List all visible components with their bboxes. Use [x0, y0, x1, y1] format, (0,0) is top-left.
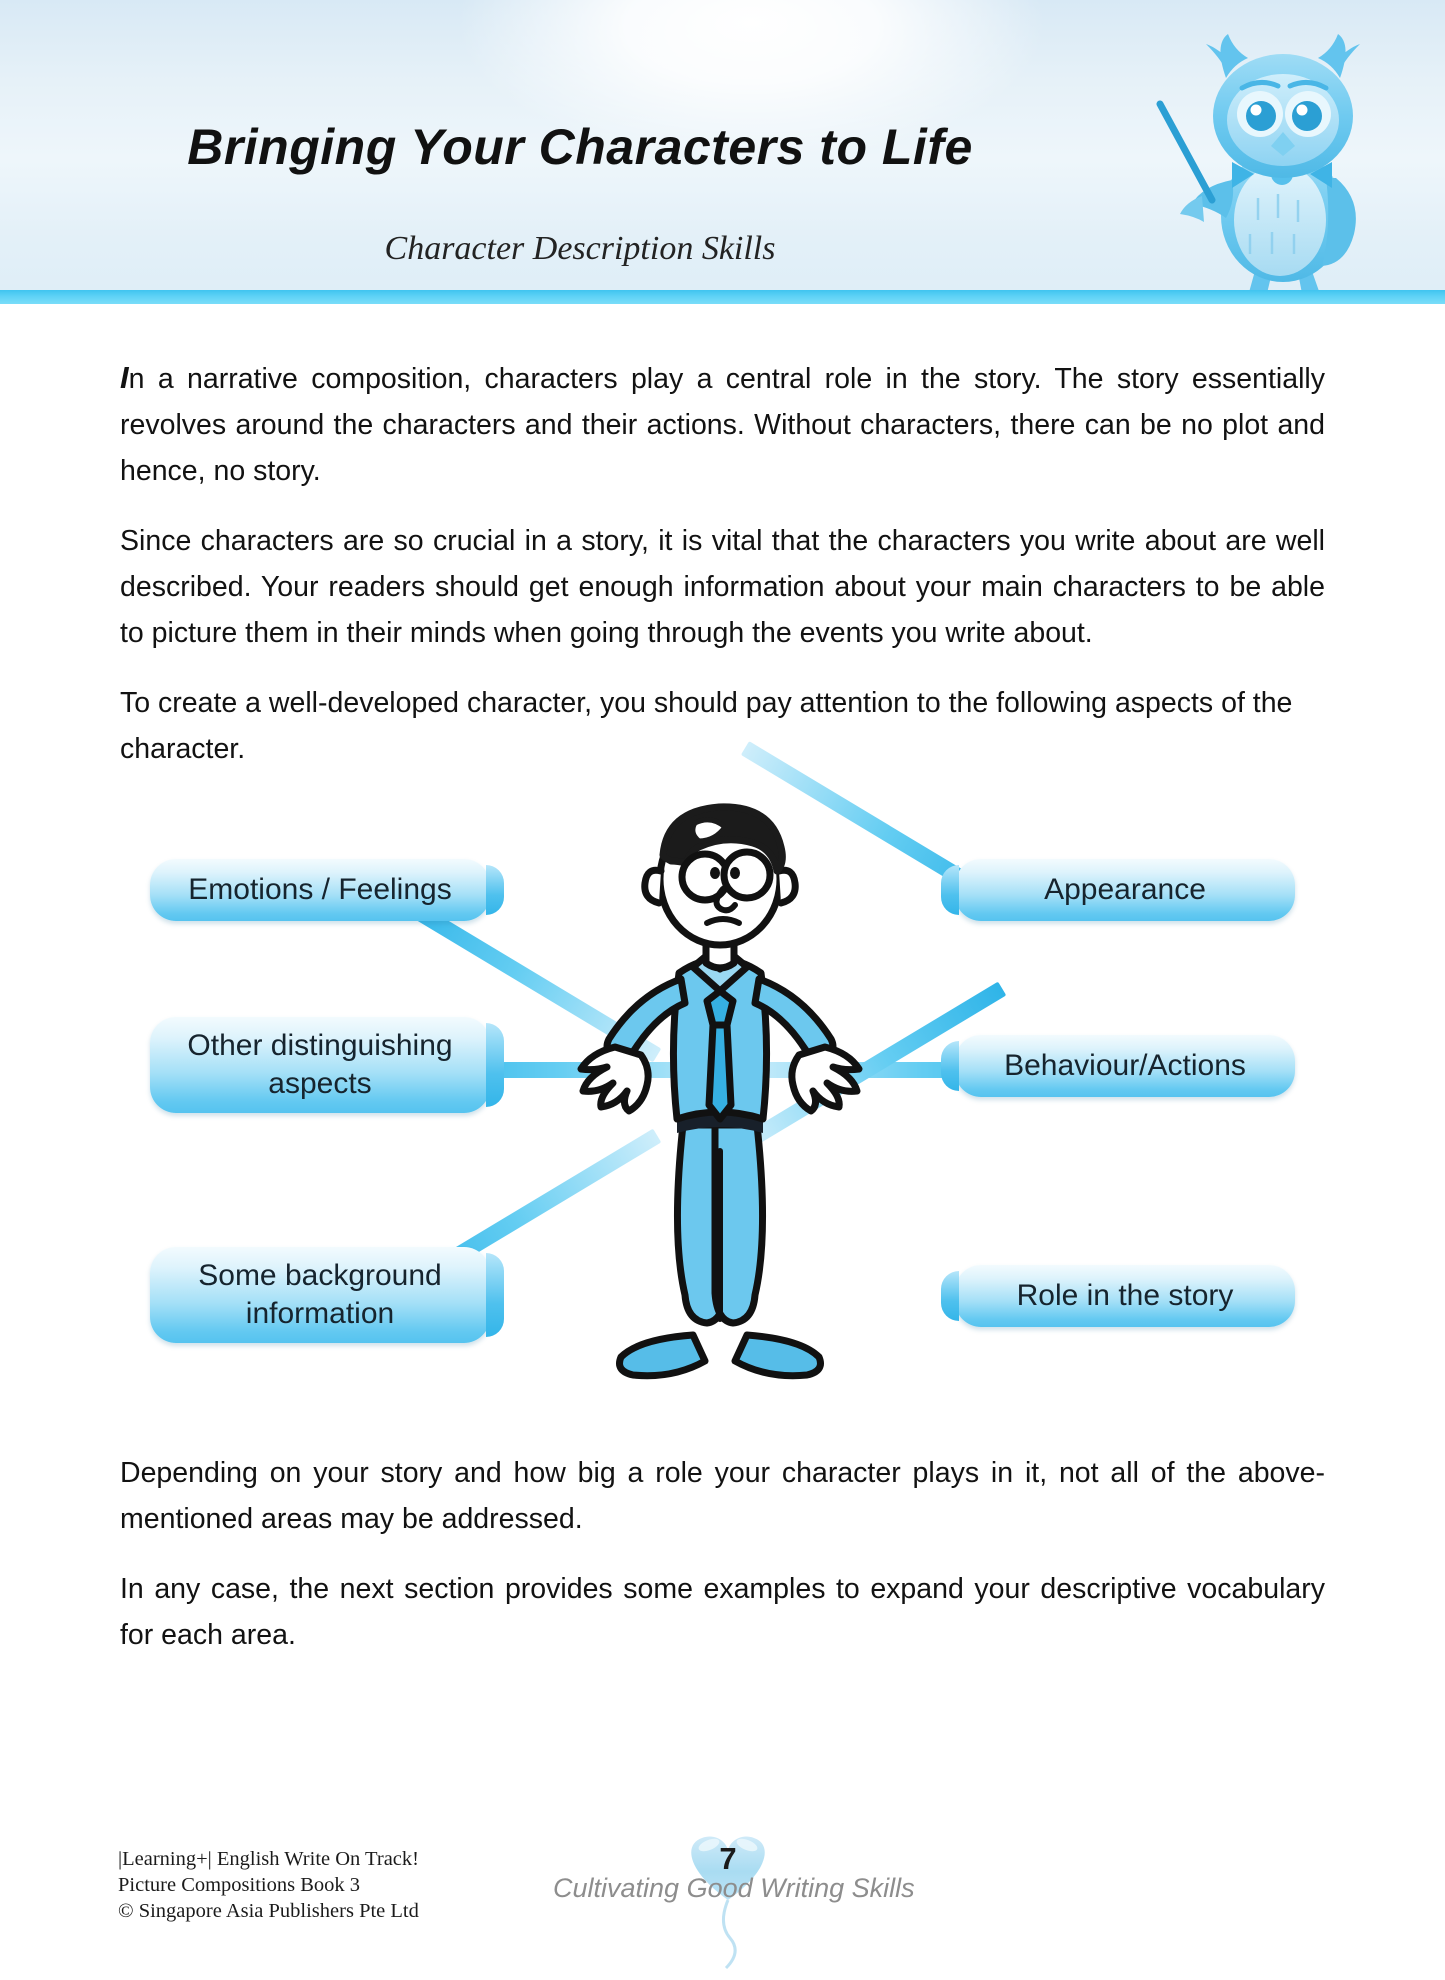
imprint-line-3: © Singapore Asia Publishers Pte Ltd	[118, 1900, 419, 1922]
paragraph-2: Since characters are so crucial in a story, it is vital that the characters you write about are well described. Your readers should get enough information about your main characters to be able to picture them in their minds when going through the events you write about.	[120, 525, 1325, 649]
footer-tagline: Cultivating Good Writing Skills	[553, 1873, 915, 1903]
paragraph-1	[120, 355, 1325, 494]
imprint-line-1: |Learning+| English Write On Track!	[118, 1848, 419, 1870]
node-some-background-information[interactable]	[150, 1247, 490, 1343]
header-divider	[0, 290, 1445, 304]
node-label: Emotions / Feelings	[188, 873, 452, 906]
node-label: Other distinguishing aspects	[187, 1029, 453, 1100]
drop-cap: I	[120, 360, 129, 395]
page-header	[0, 0, 1445, 290]
node-cap-icon	[941, 1041, 959, 1091]
node-emotions-feelings[interactable]	[150, 859, 490, 921]
node-behaviour-actions[interactable]	[955, 1035, 1295, 1097]
node-label: Appearance	[1044, 873, 1206, 906]
node-cap-icon	[941, 865, 959, 915]
page-number: 7	[719, 1841, 737, 1876]
paragraph-5: In any case, the next section provides some examples to expand your descriptive vocabulary for each area.	[120, 1573, 1325, 1651]
node-label: Some background information	[198, 1259, 442, 1330]
node-appearance[interactable]	[955, 859, 1295, 921]
page-subtitle: Character Description Skills	[384, 230, 776, 267]
node-label: Behaviour/Actions	[1004, 1049, 1246, 1082]
page-title: Bringing Your Characters to Life	[187, 119, 973, 175]
node-label: Role in the story	[1016, 1279, 1234, 1312]
paragraph-4: Depending on your story and how big a role your character plays in it, not all of the above-mentioned areas may be addressed.	[120, 1457, 1325, 1535]
outro-text-block	[120, 1450, 1325, 1682]
node-cap-icon	[486, 1253, 504, 1337]
paragraph-1-text: n a narrative composition, characters play a central role in the story. The story essentially revolves around the characters and their actions. Without characters, there can be no plot and hence, no story.	[120, 363, 1325, 487]
paragraph-3: To create a well-developed character, you should pay attention to the following aspects of the character.	[120, 687, 1293, 765]
node-other-distinguishing-aspects[interactable]	[150, 1017, 490, 1113]
cartoon-man-figure	[575, 795, 865, 1395]
node-cap-icon	[941, 1271, 959, 1321]
imprint-line-2: Picture Compositions Book 3	[118, 1874, 361, 1896]
footer-imprint	[118, 1846, 419, 1924]
node-cap-icon	[486, 1023, 504, 1107]
intro-text-block	[120, 355, 1325, 796]
owl-mascot-icon	[1150, 28, 1440, 303]
node-role-in-the-story[interactable]	[955, 1265, 1295, 1327]
node-cap-icon	[486, 865, 504, 915]
character-aspects-diagram	[0, 795, 1445, 1415]
